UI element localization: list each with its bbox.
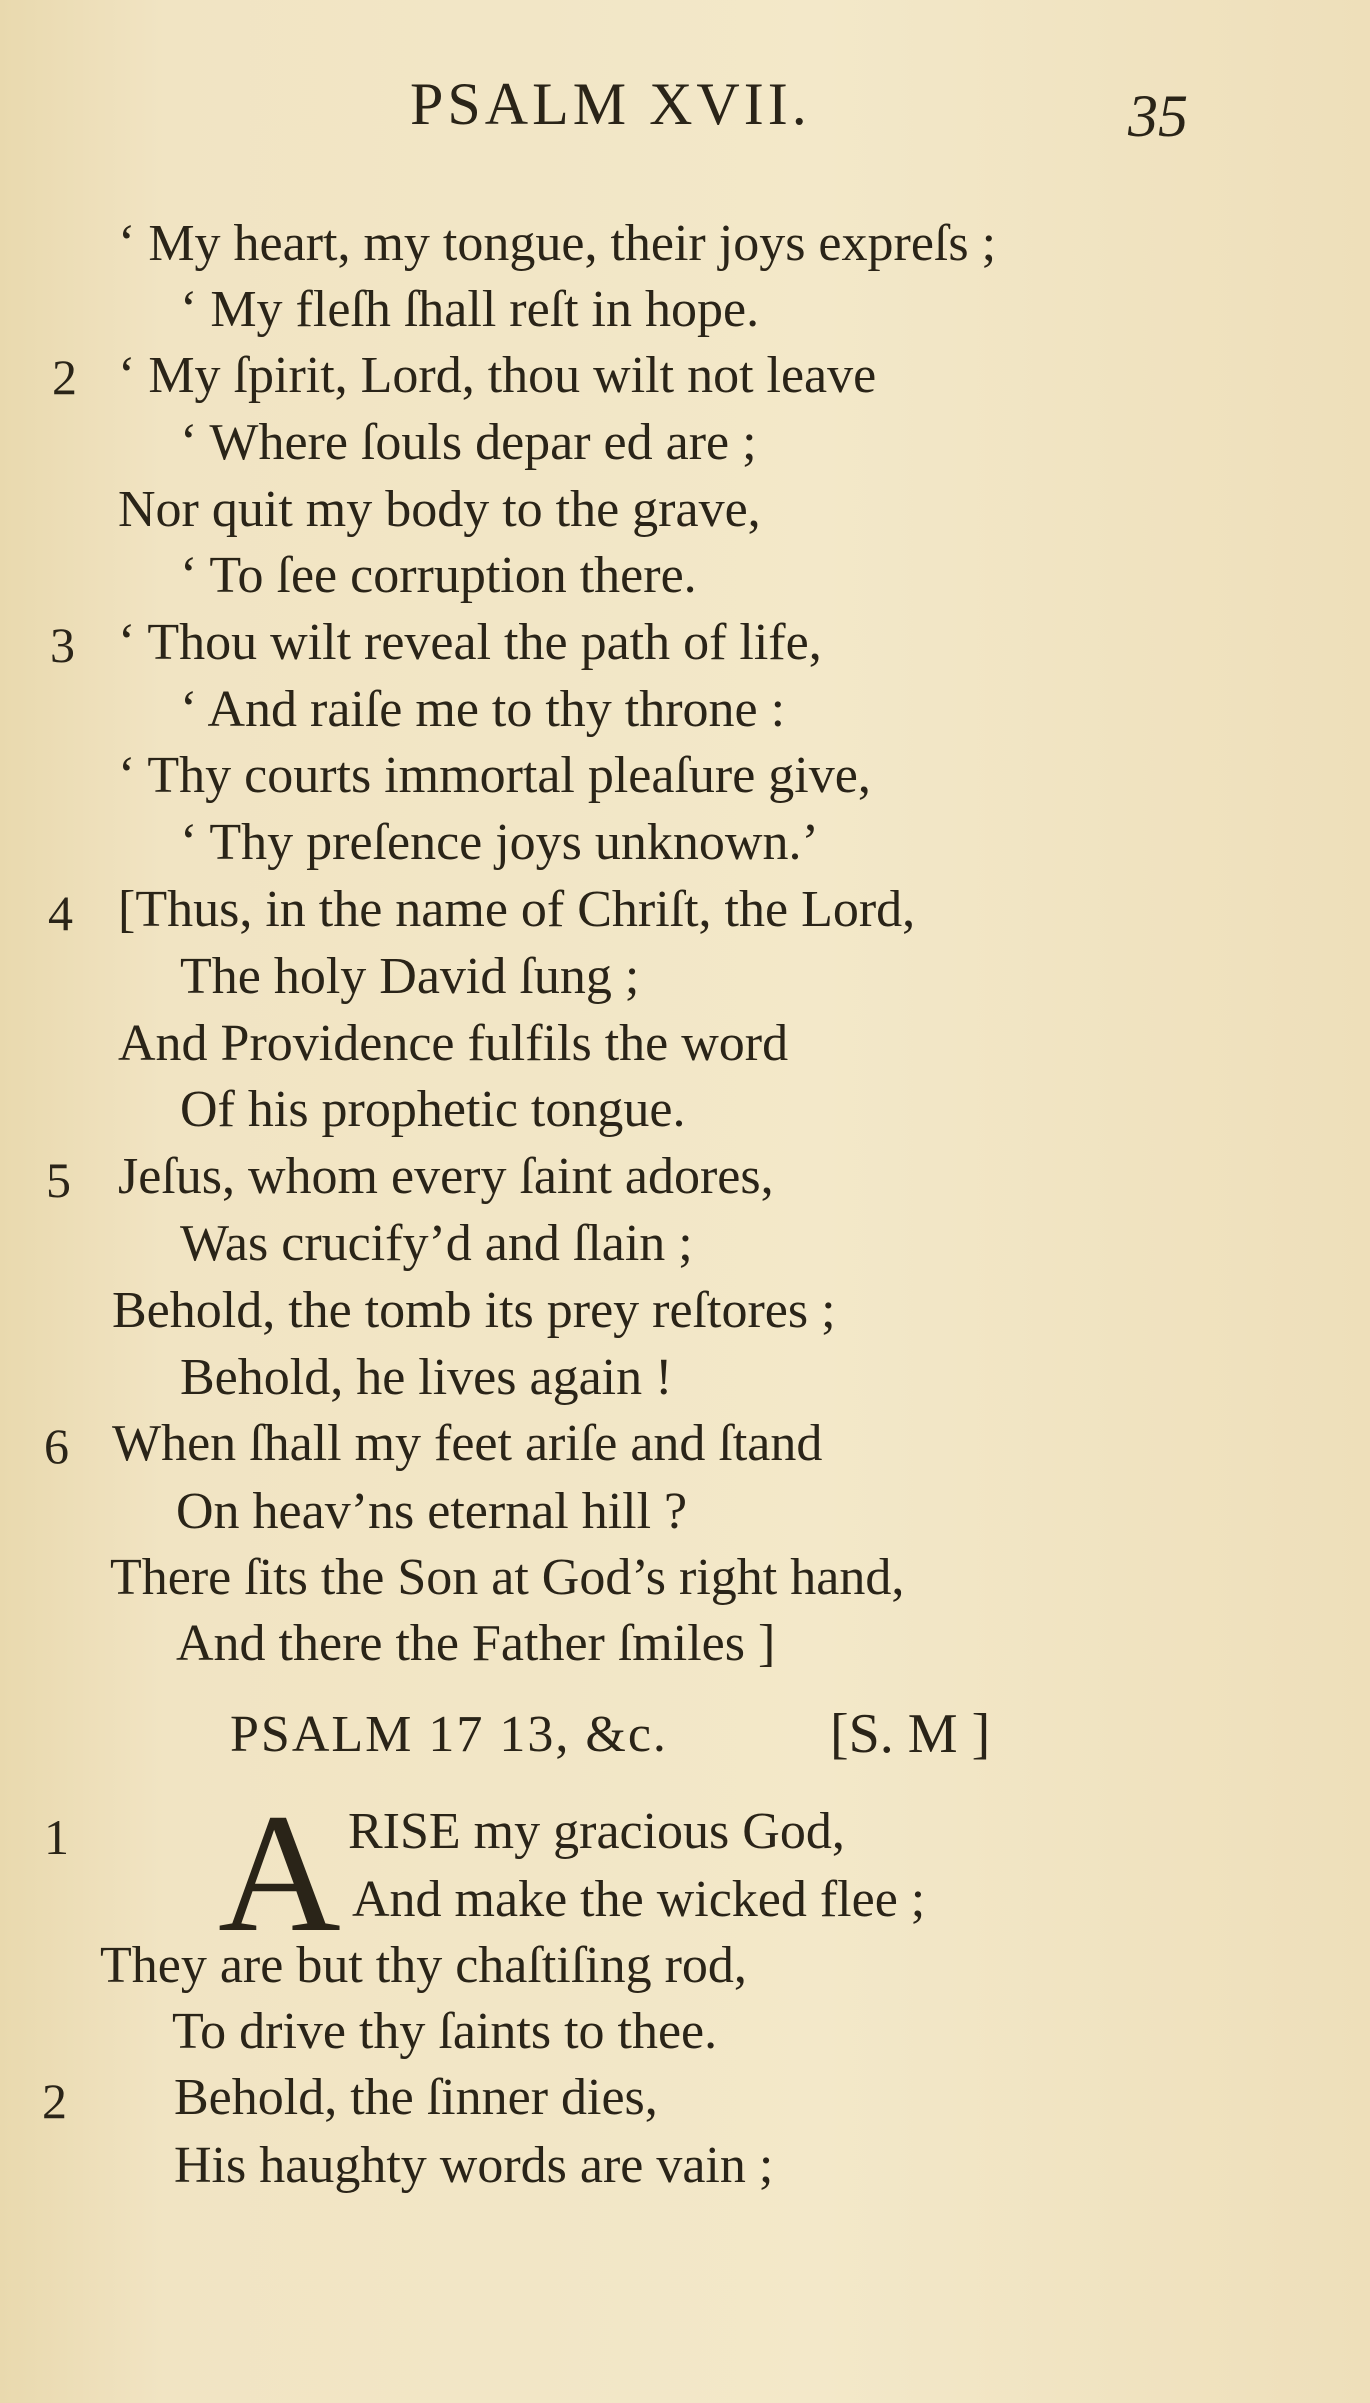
verse-line: ‘ My ſpirit, Lord, thou wilt not leave — [118, 347, 877, 404]
page-number: 35 — [1128, 83, 1188, 149]
verse-line: Behold, the ſinner dies, — [174, 2069, 658, 2126]
verse-line: The holy David ſung ; — [180, 948, 640, 1005]
verse-line: Nor quit my body to the grave, — [118, 481, 761, 538]
verse-line: RISE my gracious God, — [348, 1803, 845, 1860]
verse-line: His haughty words are vain ; — [174, 2137, 774, 2194]
verse-line: And Providence fulfils the word — [118, 1015, 789, 1072]
verse-line: Behold, the tomb its prey reſtores ; — [112, 1282, 836, 1339]
verse-line: ‘ Where ſouls depar ed are ; — [180, 414, 757, 471]
verse-line: To drive thy ſaints to thee. — [172, 2003, 718, 2060]
verse-line: Was crucify’d and ſlain ; — [180, 1215, 693, 1272]
verse-line: And there the Father ſmiles ] — [176, 1615, 776, 1672]
drop-cap: A — [218, 1779, 341, 1967]
verse-line: They are but thy chaſtiſing rod, — [100, 1937, 747, 1994]
running-header: PSALM XVII. — [410, 71, 811, 137]
verse-line: Of his prophetic tongue. — [180, 1081, 686, 1138]
verse-line: ‘ Thou wilt reveal the path of life, — [118, 614, 822, 671]
verse-line: And make the wicked flee ; — [352, 1871, 926, 1928]
verse-line: Jeſus, whom every ſaint adores, — [118, 1148, 774, 1205]
stanza-number: 2 — [52, 349, 77, 405]
verse-line: Behold, he lives again ! — [180, 1349, 673, 1406]
verse-number: 2 — [42, 2073, 67, 2129]
verse-line: ‘ To ſee corruption there. — [180, 547, 697, 604]
verse-line: ‘ And raiſe me to thy throne : — [180, 681, 786, 738]
verse-number: 1 — [44, 1809, 69, 1865]
stanza-number: 6 — [44, 1418, 69, 1474]
stanza-number: 4 — [48, 885, 73, 941]
meter-label: [S. M ] — [830, 1703, 991, 1765]
verse-line: ‘ Thy courts immortal pleaſure give, — [118, 747, 871, 804]
stanza-number: 3 — [50, 617, 75, 673]
verse-line: ‘ My fleſh ſhall reſt in hope. — [180, 281, 760, 338]
verse-line: On heav’ns eternal hill ? — [176, 1483, 688, 1540]
verse-line: When ſhall my feet ariſe and ſtand — [112, 1415, 823, 1472]
section-heading: PSALM 17 13, &c. — [230, 1706, 668, 1763]
verse-line: There ſits the Son at God’s right hand, — [110, 1549, 905, 1606]
stanza-number: 5 — [46, 1152, 71, 1208]
verse-line: ‘ My heart, my tongue, their joys expreſs ; — [118, 215, 997, 272]
verse-line: [Thus, in the name of Chriſt, the Lord, — [118, 881, 916, 938]
verse-line: ‘ Thy preſence joys unknown.’ — [180, 814, 819, 871]
